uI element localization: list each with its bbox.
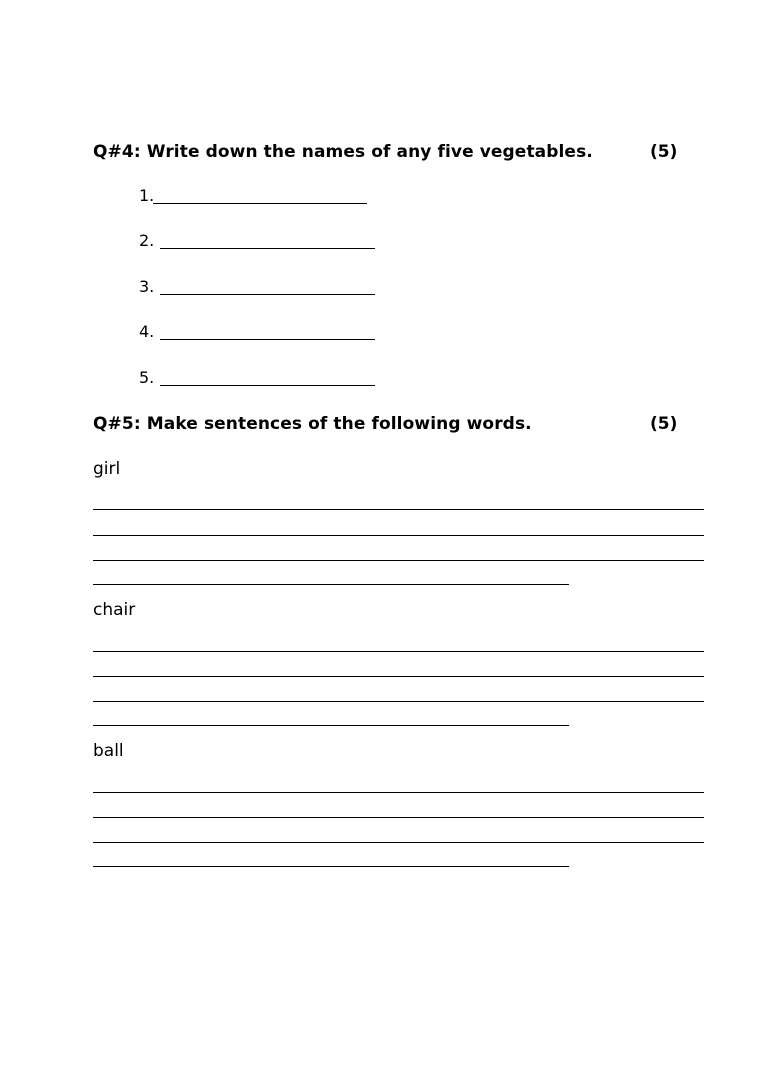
- q5-text: Make sentences of the following words.: [146, 414, 532, 434]
- q4-text: Write down the names of any five vegetables.: [146, 142, 593, 162]
- q5-question: [93, 414, 532, 434]
- writing-line[interactable]: [93, 866, 569, 867]
- writing-line[interactable]: [93, 535, 704, 536]
- q4-answer-2: [139, 231, 154, 253]
- answer-blank[interactable]: [160, 339, 375, 340]
- q4-answer-3: [139, 277, 154, 299]
- answer-label: 4.: [139, 322, 155, 341]
- q4-number: Q#4:: [93, 142, 141, 162]
- answer-blank[interactable]: [160, 248, 375, 249]
- q4-answer-4: [139, 322, 154, 344]
- writing-line[interactable]: [93, 651, 704, 652]
- answer-blank[interactable]: [153, 203, 367, 204]
- writing-line[interactable]: [93, 817, 704, 818]
- answer-label: 1.: [139, 186, 155, 205]
- writing-line[interactable]: [93, 725, 569, 726]
- writing-line[interactable]: [93, 676, 704, 677]
- word-ball: ball: [93, 741, 124, 761]
- answer-label: 2.: [139, 231, 155, 250]
- answer-label: 5.: [139, 368, 155, 387]
- q5-number: Q#5:: [93, 414, 141, 434]
- writing-line[interactable]: [93, 584, 569, 585]
- answer-blank[interactable]: [160, 385, 375, 386]
- writing-line[interactable]: [93, 842, 704, 843]
- writing-line[interactable]: [93, 509, 704, 510]
- q4-marks: (5): [650, 142, 678, 162]
- q4-question: [93, 142, 593, 162]
- q4-answer-1: [139, 186, 154, 208]
- word-girl: girl: [93, 459, 121, 479]
- q4-answer-5: [139, 368, 154, 390]
- writing-line[interactable]: [93, 792, 704, 793]
- q5-marks: (5): [650, 414, 678, 434]
- word-chair: chair: [93, 600, 136, 620]
- writing-line[interactable]: [93, 701, 704, 702]
- answer-label: 3.: [139, 277, 155, 296]
- writing-line[interactable]: [93, 560, 704, 561]
- answer-blank[interactable]: [160, 294, 375, 295]
